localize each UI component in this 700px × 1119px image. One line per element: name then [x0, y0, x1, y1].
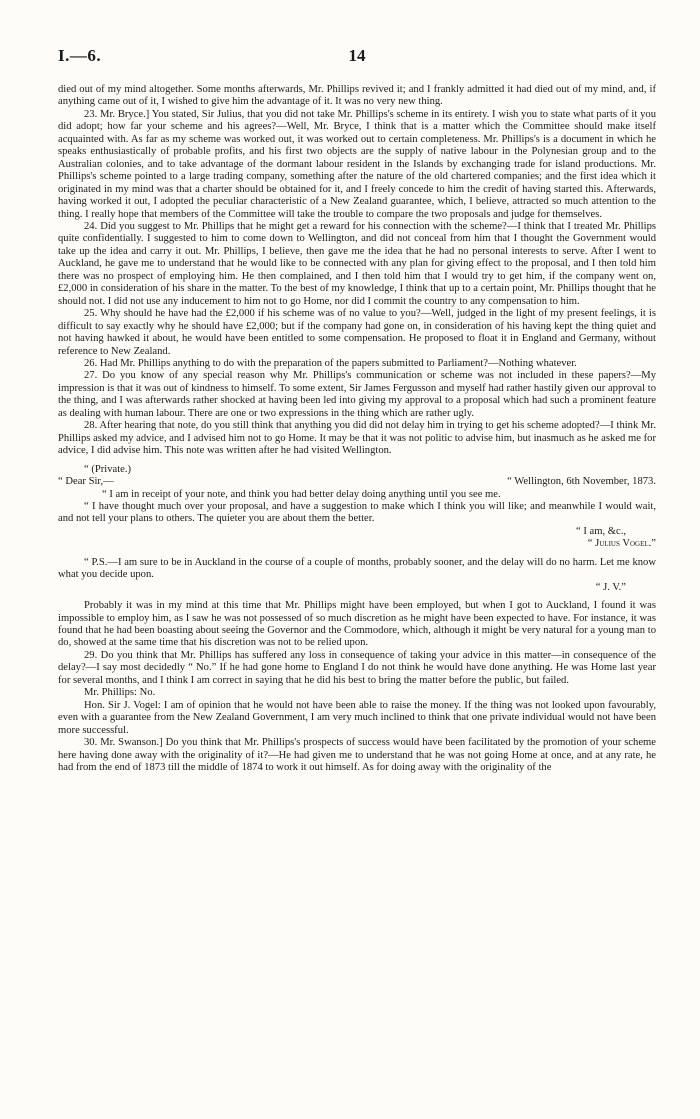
paragraph: Hon. Sir J. Vogel: I am of opinion that he would not have been able to raise the money. If the thing was not looked upon favourably, even with a guarantee from the New Zealand Government, I am very much inclined to think that one private individual would not have been more successful. [58, 699, 656, 736]
paragraph: 26. Had Mr. Phillips anything to do with the preparation of the papers submitted to Parliament?—Nothing whatever. [84, 357, 577, 369]
letter-heading-row [58, 476, 656, 488]
paragraph: Probably it was in my mind at this time that Mr. Phillips might have been employed, but when I got to Auckland, I found it was impossible to employ him, as I saw he was not possessed of so much discretion as he might have been expected to have. For instance, it was found that he had been boasting about seeing the Governor and the Commodore, which, although it might be very natural for a young man to do, showed at the same time that his discretion was not to be relied upon. [58, 600, 656, 649]
paragraph: died out of my mind altogether. Some months afterwards, Mr. Phillips revived it; and I frankly admitted it had died out of my mind, and, if anything came out of it, I wished to give him the advantage of it. It was no very new thing. [58, 84, 656, 108]
paragraph: 25. Why should he have had the £2,000 if his scheme was of no value to you?—Well, judged in the light of my present feelings, it is difficult to say exactly why he should have £2,000; but if the company had gone on, in consideration of his having kept the thing quiet and not having hawked it about, he would have been entitled to some compensation. He proposed to float it in England and Germany, without reference to New Zealand. [58, 308, 656, 357]
page-number: 14 [348, 46, 366, 65]
paragraph: 27. Do you know of any special reason why Mr. Phillips's communication or scheme was not included in these papers?—My impression is that it was out of kindness to himself. To some extent, Sir James Fergusson and myself had rather hastily given our approval to the thing, and I was afterwards rather shocked at having been led into giving my approval to a proposal which had such a prominent feature as dealing with human labour. There are one or two expressions in the thing which are rather ugly. [58, 370, 656, 419]
document-id: I.—6. [58, 46, 102, 65]
paragraph: Mr. Phillips: No. [84, 687, 156, 699]
quoted-letter [58, 464, 656, 595]
paragraph: 23. Mr. Bryce.] You stated, Sir Julius, that you did not take Mr. Phillips's scheme in its entirety. I wish you to state what parts of it you did adopt; how far your scheme and his agrees?—Well, Mr. Bryce, I think that is a matter which the Committee should make itself acquainted with. As far as my scheme was worked out, it was worked out to certain completeness. Mr. Phillips's is a document in which he speaks enthusiastically of probable profits, and his first two objects are the supply of native labour in the Polynesian group and to the Australian colonies, and to take advantage of the dormant labour resident in the Islands by exchanging trade for island productions. Mr. Phillips's scheme pointed to a large trading company, something after the nature of the old chartered companies; and the first idea which it originated in my mind was that a charter should be obtained for it, and I freely concede to him the credit of having started this. Afterwards, having worked it out, I adopted the peculiar characteristic of a New Zealand guarantee, which, I believe, attracted so much attention to the thing. I really hope that members of the Committee will take the trouble to compare the two proposals and judge for themselves. [58, 108, 656, 220]
paragraph: 28. After hearing that note, do you still think that anything you did did not delay him in trying to get his scheme adopted?—I think Mr. Phillips asked my advice, and I advised him not to go Home. It may be that it was not politic to advise him, but inasmuch as he asked me for advice, I did advise him. This note was written after he had visited Wellington. [58, 420, 656, 457]
page-header [58, 46, 656, 68]
letter-closing: “ I am, &c., [575, 525, 626, 537]
letter-salutation: “ Dear Sir,— [58, 476, 114, 488]
letter-dateline: “ Wellington, 6th November, 1873. [507, 476, 656, 488]
paragraph: 24. Did you suggest to Mr. Phillips that he might get a reward for his connection with the scheme?—I think that I treated Mr. Phillips quite confidentially. I suggested to him to come down to Wellington, and did not conceal from him that I thought the Government would take up the idea and carry it out. Mr. Phillips, I believe, then gave me the idea that he had no personal interests to serve. After I went to Auckland, he gave me to understand that he would like to be connected with any plan for giving effect to the proposal, and I then told him there was no prospect of employing him. He then complained, and I then told him that I would try to get him, if the company went on, £2,000 in consideration of his share in the matter. To the best of my knowledge, I think that up to a certain point, Mr. Phillips thought that he should not. I did not use any inducement to him not to go Home, nor did I commit the country to any compensation to him. [58, 220, 656, 307]
letter-body: “ I am in receipt of your note, and think you had better delay doing anything until you see me. [102, 488, 501, 500]
letter-postscript-initials: “ J. V.” [595, 581, 626, 593]
document-page [58, 46, 656, 774]
letter-body: “ I have thought much over your proposal, and have a suggestion to make which I think you will like; and meanwhile I would wait, and not tell your plans to others. The quieter you are about them the better. [58, 500, 656, 525]
letter-signature: “ Julius Vogel.” [587, 538, 656, 550]
document-body [58, 84, 656, 774]
paragraph: 30. Mr. Swanson.] Do you think that Mr. Phillips's prospects of success would have been facilitated by the promotion of your scheme here having done away with the originality of it?—He had given me to understand that he was not going Home at once, and at any rate, he had from the end of 1873 till the middle of 1874 to work it out himself. As for doing away with the originality of the [58, 737, 656, 774]
letter-private-note: “ (Private.) [84, 463, 132, 475]
paragraph: 29. Do you think that Mr. Phillips has suffered any loss in consequence of taking your advice in this matter—in consequence of the delay?—I say most decidedly “ No.” If he had gone home to England I do not think he would have done anything. He was Home last year for several months, and I think I am correct in saying that he did his best to bring the matter before the public, but failed. [58, 649, 656, 686]
letter-postscript: “ P.S.—I am sure to be in Auckland in the course of a couple of months, probably sooner, and the delay will do no harm. Let me know what you decide upon. [58, 556, 656, 581]
